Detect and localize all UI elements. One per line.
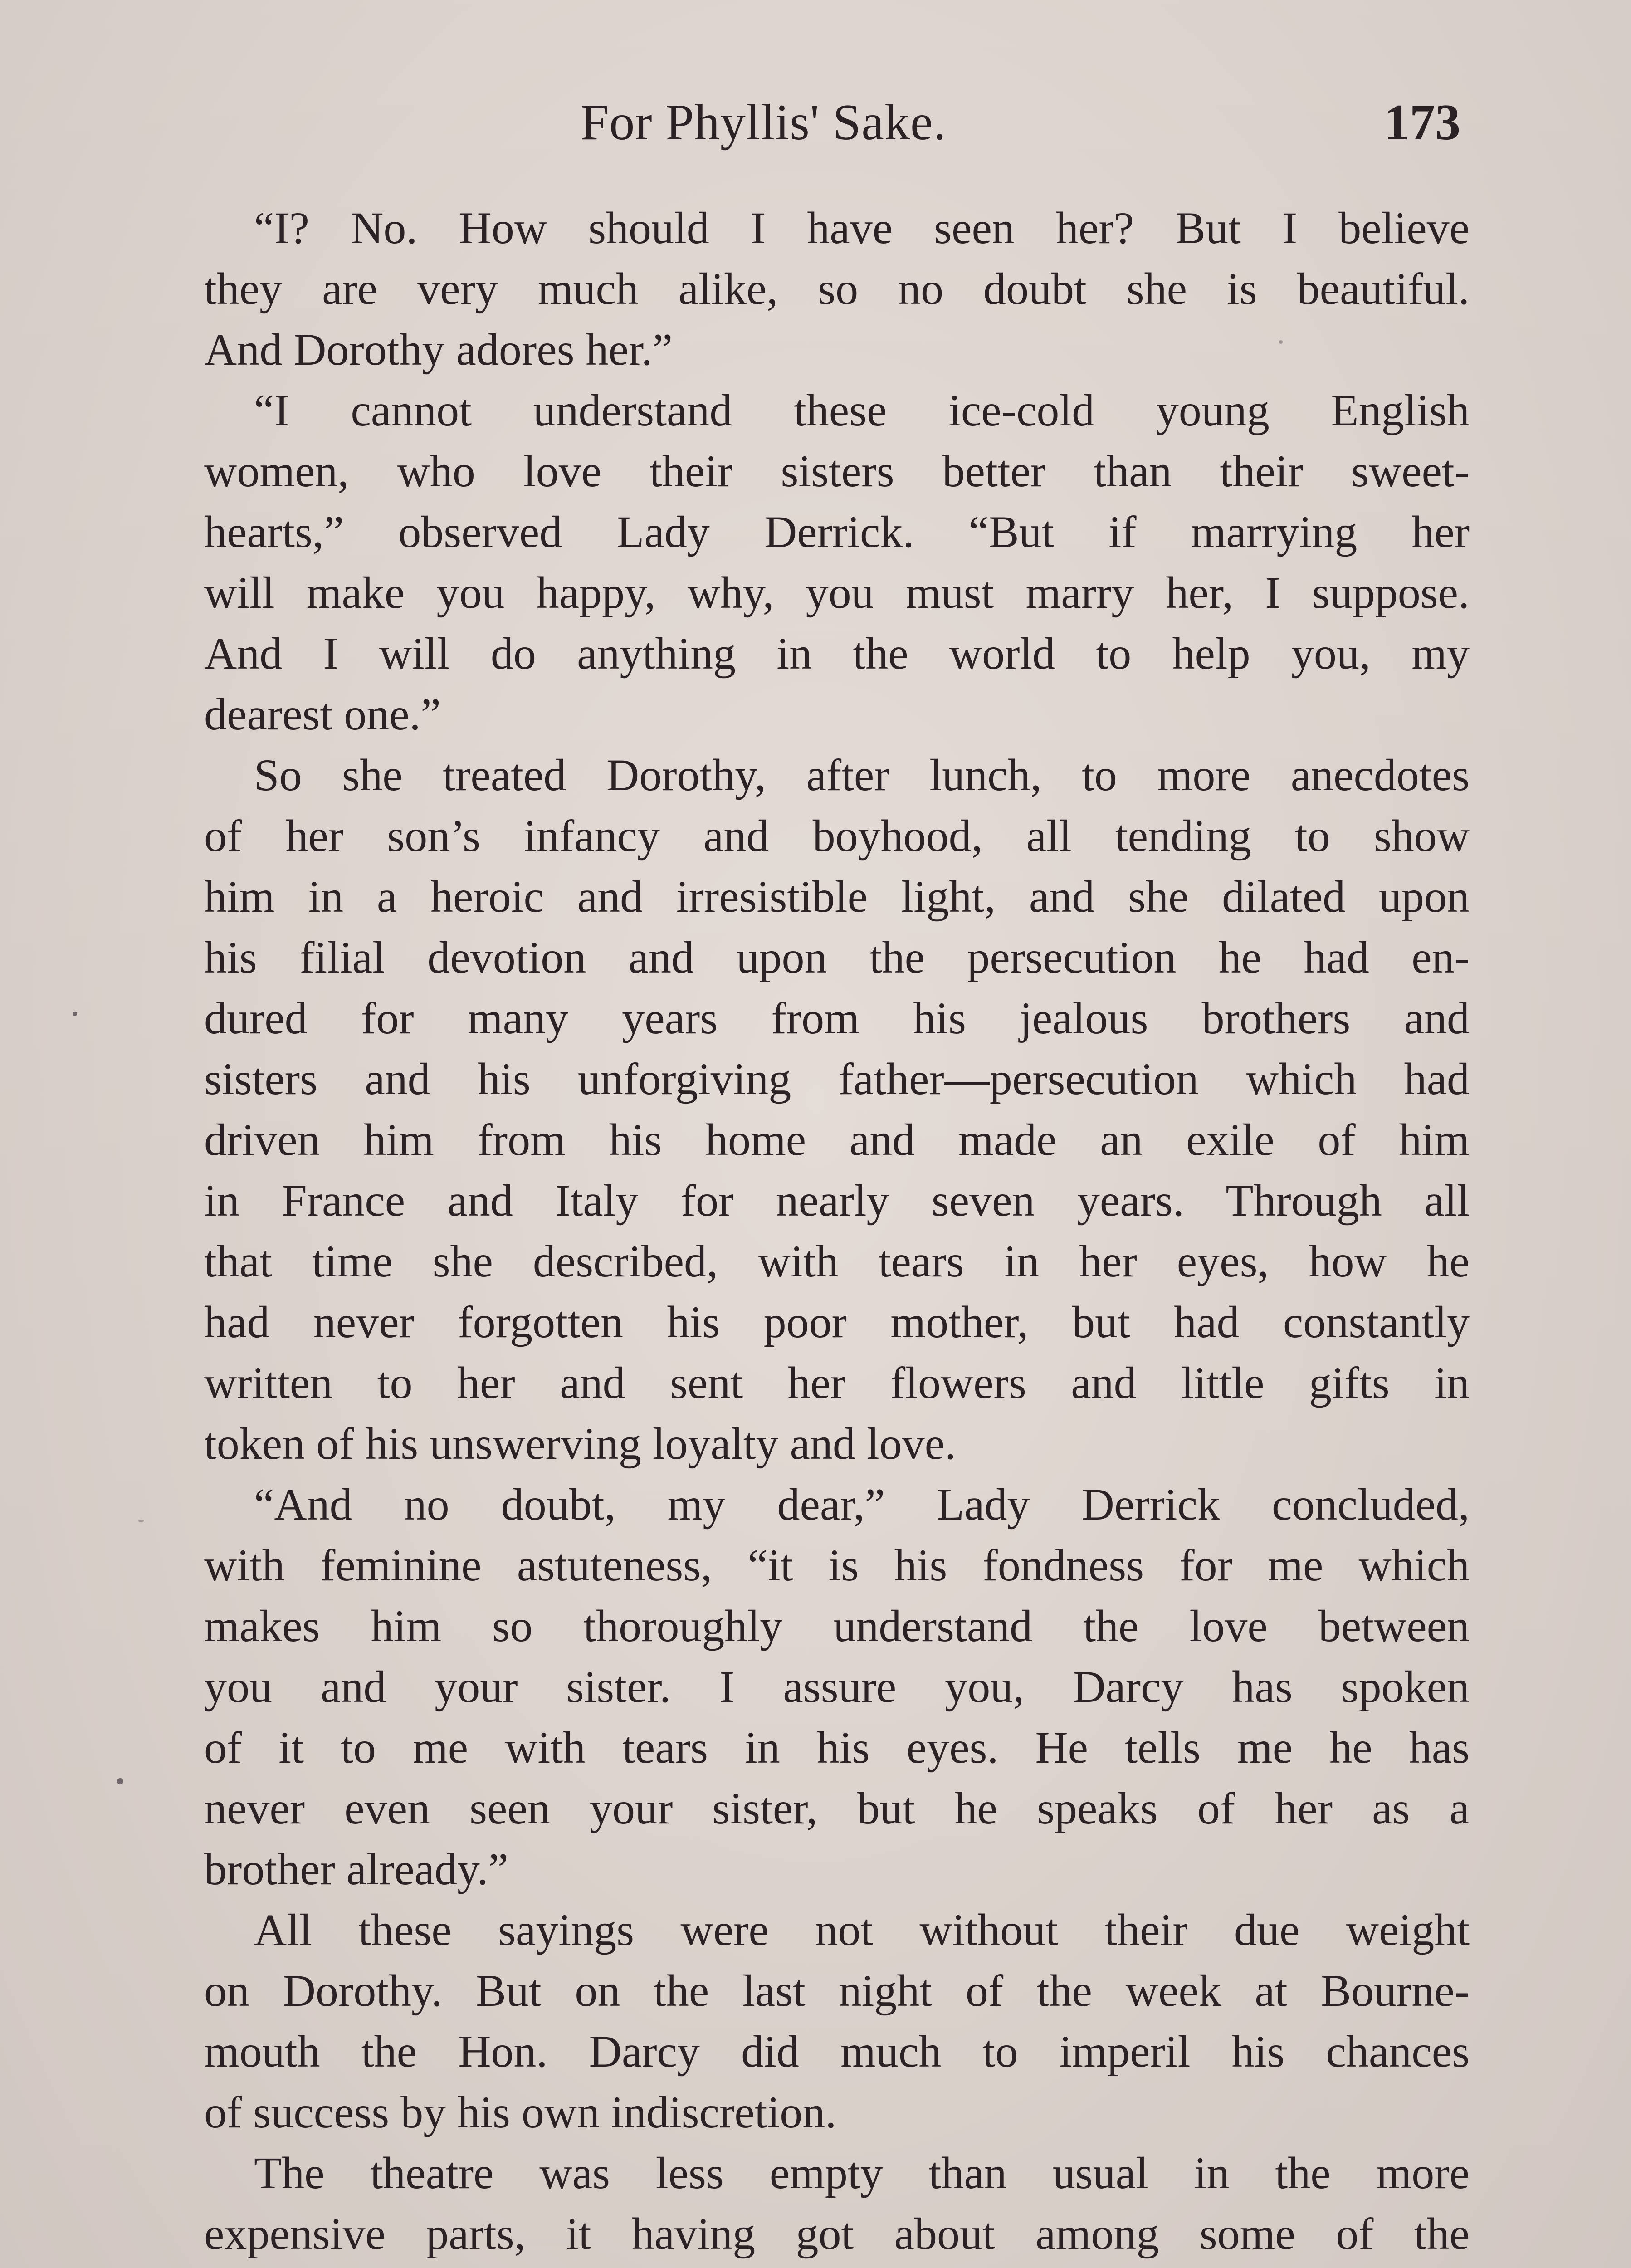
text-line: of her son’s infancy and boyhood, all tending to show xyxy=(204,811,1470,861)
paper-speck xyxy=(1279,340,1283,344)
paper-speck xyxy=(73,1012,77,1016)
text-line: “I cannot understand these ice-cold young English xyxy=(254,385,1470,435)
page-number: 173 xyxy=(1384,94,1460,151)
page-header xyxy=(204,91,1460,163)
text-line: women, who love their sisters better than their sweet- xyxy=(204,446,1470,496)
text-line: in France and Italy for nearly seven years. Through all xyxy=(204,1175,1470,1226)
text-line: hearts,” observed Lady Derrick. “But if marrying her xyxy=(204,507,1470,557)
text-line: that time she described, with tears in her eyes, how he xyxy=(204,1236,1470,1286)
text-line: makes him so thoroughly understand the love between xyxy=(204,1601,1470,1651)
text-line: All these sayings were not without their due weight xyxy=(254,1905,1470,1955)
text-line: had never forgotten his poor mother, but had constantly xyxy=(204,1297,1470,1347)
text-line: of success by his own indiscretion. xyxy=(204,2087,837,2137)
text-line: they are very much alike, so no doubt she is beautiful. xyxy=(204,264,1470,314)
paper-speck xyxy=(117,1778,123,1784)
text-line: on Dorothy. But on the last night of the week at Bourne- xyxy=(204,1965,1470,2016)
text-line: will make you happy, why, you must marry her, I suppose. xyxy=(204,567,1470,618)
text-line: him in a heroic and irresistible light, and she dilated upon xyxy=(204,871,1470,922)
text-line xyxy=(204,2264,1470,2268)
running-title: For Phyllis' Sake. xyxy=(581,94,947,151)
text-line: So she treated Dorothy, after lunch, to more anecdotes xyxy=(254,750,1470,800)
text-line: written to her and sent her flowers and little gifts in xyxy=(204,1358,1470,1408)
text-line: with feminine astuteness, “it is his fondness for me which xyxy=(204,1540,1470,1590)
text-line: sisters and his unforgiving father—persecution which had xyxy=(204,1054,1470,1104)
text-line: token of his unswerving loyalty and love. xyxy=(204,1418,957,1469)
text-line: you and your sister. I assure you, Darcy has spoken xyxy=(204,1662,1470,1712)
text-line: never even seen your sister, but he speaks of her as a xyxy=(204,1783,1470,1833)
text-line: mouth the Hon. Darcy did much to imperil his chances xyxy=(204,2026,1470,2077)
text-line: And I will do anything in the world to help you, my xyxy=(204,628,1470,679)
text-line: of it to me with tears in his eyes. He tells me he has xyxy=(204,1722,1470,1773)
text-line: driven him from his home and made an exile of him xyxy=(204,1114,1470,1165)
text-line: dured for many years from his jealous brothers and xyxy=(204,993,1470,1043)
text-line: dearest one.” xyxy=(204,689,441,739)
text-line: brother already.” xyxy=(204,1844,508,1894)
text-line: expensive parts, it having got about among some of the xyxy=(204,2209,1470,2259)
text-line: The theatre was less empty than usual in the more xyxy=(254,2148,1470,2198)
text-line: And Dorothy adores her.” xyxy=(204,324,673,375)
body-text xyxy=(204,198,1470,2268)
text-line: “And no doubt, my dear,” Lady Derrick concluded, xyxy=(254,1479,1470,1530)
paper-speck xyxy=(138,1520,144,1522)
text-line: his filial devotion and upon the persecution he had en- xyxy=(204,932,1470,982)
text-line: “I? No. How should I have seen her? But I believe xyxy=(254,203,1470,253)
